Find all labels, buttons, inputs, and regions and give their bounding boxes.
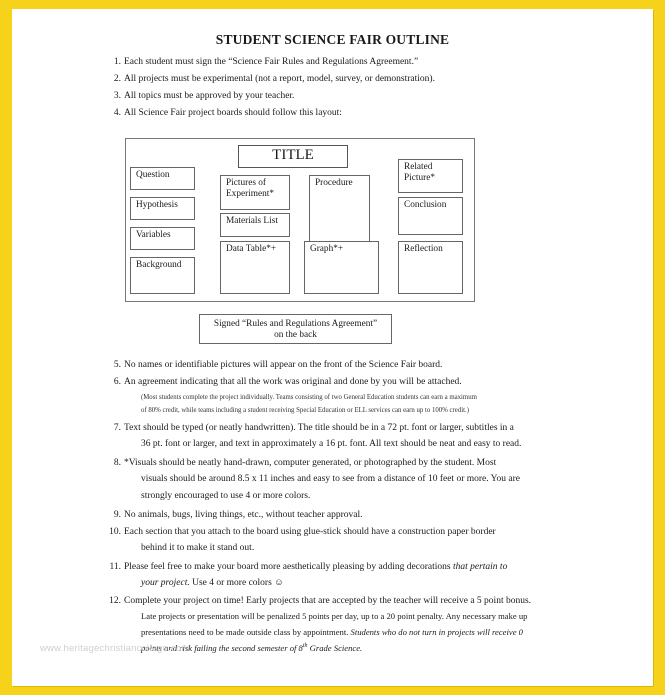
board-reflection-box: Reflection [398,241,463,294]
item-number: 5. [113,360,121,370]
signed-box-line2: on the back [274,330,317,340]
item-number: 7. [113,423,121,433]
list-item [113,359,443,371]
board-question-box: Question [130,167,195,190]
item-number: 4. [113,108,121,118]
item-note: of 80% credit, while teams including a student receiving Special Education or ELL services can earn up to 100% credit.) [141,407,469,414]
item-text: Complete your project on time! Early projects that are accepted by the teacher will receive a 5 point bonus. [124,596,532,606]
item-text: Grade Science. [307,643,363,653]
board-graph-box: Graph*+ [304,241,379,294]
document-page [12,9,653,686]
item-number: 9. [113,510,121,520]
item-number: 2. [113,74,121,84]
item-number: 12. [109,596,121,606]
board-materials-box: Materials List [220,213,290,237]
board-conclusion-box: Conclusion [398,197,463,235]
list-item [113,422,514,434]
item-continuation: visuals should be around 8.5 x 11 inches and easy to see from a distance of 10 feet or more. You are [141,474,521,484]
item-text-italic: that pertain to [452,562,508,572]
item-text: All topics must be approved by your teacher. [124,91,295,101]
item-number: 3. [113,91,121,101]
board-hypothesis-box: Hypothesis [130,197,195,220]
board-procedure-box: Procedure [309,175,370,243]
item-number: 1. [113,57,121,67]
item-text: presentations need to be made outside class by appointment. [141,627,351,637]
list-item [113,457,497,469]
board-background-box: Background [130,257,195,294]
item-text: Text should be typed (or neatly handwritten). The title should be in a 72 pt. font or larger, subtitles in a [124,423,514,433]
board-title-box: TITLE [238,145,348,168]
board-variables-box: Variables [130,227,195,250]
item-text: points and risk failing the second semester of 8 [141,643,303,653]
item-number: 11. [109,562,121,572]
item-number: 6. [113,377,121,387]
list-item [113,376,462,388]
item-number: 10. [109,527,121,537]
board-data-table-box: Data Table*+ [220,241,290,294]
signed-agreement-box [199,314,392,344]
list-item [109,595,532,607]
item-text: All projects must be experimental (not a report, model, survey, or demonstration). [124,74,435,84]
item-text-italic: Students who do not turn in projects will receive 0 [350,627,523,637]
item-note: (Most students complete the project individually. Teams consisting of two General Education students can earn a maximum [141,394,477,401]
list-item [113,73,435,85]
list-item [109,561,508,573]
item-continuation: Late projects or presentation will be penalized 5 points per day, up to a 20 point penalty. Any necessary make up [141,611,528,621]
page-title: STUDENT SCIENCE FAIR OUTLINE [215,32,450,47]
watermark-text: www.heritagechristiancollege.com [40,643,190,654]
list-item [113,90,295,102]
item-continuation: strongly encouraged to use 4 or more colors. [141,491,311,501]
list-item [113,509,363,521]
item-text: All Science Fair project boards should follow this layout: [124,108,342,118]
superscript: th [302,643,308,650]
item-text: No names or identifiable pictures will appear on the front of the Science Fair board. [124,360,443,370]
item-text: No animals, bugs, living things, etc., without teacher approval. [124,510,363,520]
item-text: *Visuals should be neatly hand-drawn, computer generated, or photographed by the student. Most [124,458,497,468]
item-text: Each section that you attach to the board using glue-stick should have a construction paper border [124,527,496,537]
signed-box-line1: Signed “Rules and Regulations Agreement” [213,319,378,329]
item-text: Please feel free to make your board more aesthetically pleasing by adding decorations [124,562,453,572]
item-continuation: behind it to make it stand out. [141,543,255,553]
board-pictures-box: Pictures of Experiment* [220,175,290,210]
item-continuation: 36 pt. font or larger, and text in approximately a 16 pt. font. All text should be neat and easy to read. [141,439,522,449]
board-layout-diagram [125,138,475,302]
list-item [113,107,342,119]
item-text: Each student must sign the “Science Fair Rules and Regulations Agreement.” [124,57,419,67]
list-item [109,526,496,538]
item-text: An agreement indicating that all the work was original and done by you will be attached. [124,377,462,387]
board-related-picture-box: Related Picture* [398,159,463,193]
item-continuation [141,578,284,588]
item-number: 8. [113,458,121,468]
item-continuation [141,627,523,637]
item-text: Use 4 or more colors ☺ [189,578,284,588]
item-text-italic: your project. [141,578,190,588]
list-item [113,56,419,68]
